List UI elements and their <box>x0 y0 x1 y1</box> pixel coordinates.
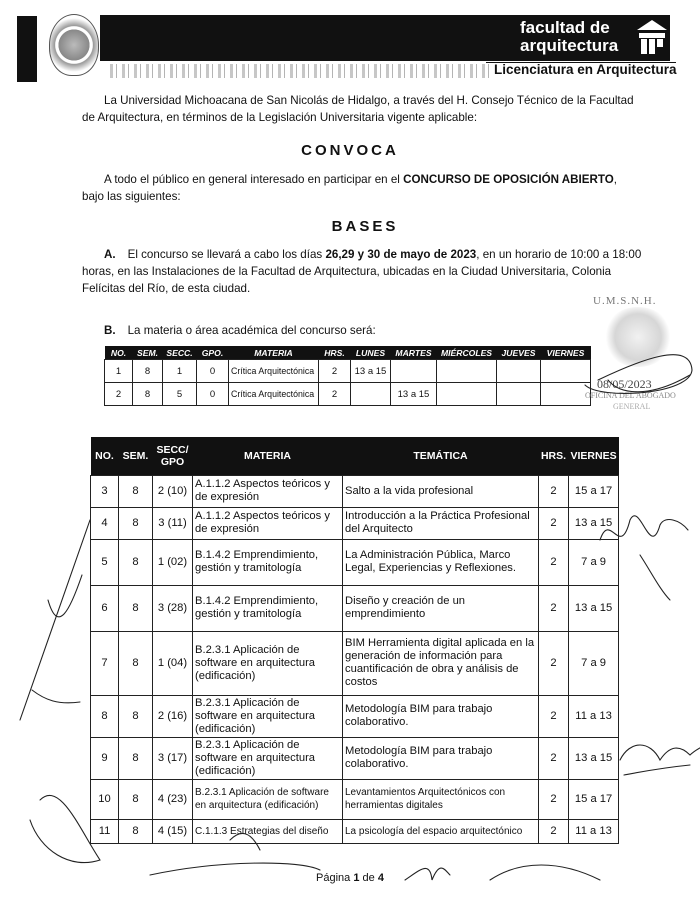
t2-header-hrs: HRS. <box>539 437 569 475</box>
table1-header-row <box>105 346 591 360</box>
t2-cell: 4 (23) <box>153 779 193 819</box>
item-a-letter: A. <box>104 248 116 261</box>
stamp-title: U.M.S.N.H. <box>593 295 657 307</box>
item-a-pre: El concurso se llevará a cabo los días <box>127 248 326 261</box>
table-row <box>91 507 619 539</box>
signature-mark <box>20 520 90 720</box>
stamp-office2: GENERAL <box>613 402 651 411</box>
faculty-name-line2: arquitectura <box>520 36 619 55</box>
t2-cell: B.2.3.1 Aplicación de software en arquitectura (edificación) <box>193 631 343 695</box>
t1-cell: 1 <box>163 360 197 383</box>
t2-cell: 2 <box>539 631 569 695</box>
t1-header-sem: SEM. <box>133 346 163 360</box>
t2-cell: B.2.3.1 Aplicación de software en arquitectura (edificación) <box>193 695 343 737</box>
t1-header-no: NO. <box>105 346 133 360</box>
t1-cell: 8 <box>133 360 163 383</box>
item-b-letter: B. <box>104 324 116 337</box>
table-row <box>91 779 619 819</box>
t2-cell: 2 (10) <box>153 475 193 507</box>
program-name: Licenciatura en Arquitectura <box>494 62 677 77</box>
item-a-post: , en un horario de 10:00 a 18:00 horas, en las Instalaciones de la Facultad de Arquitectura, ubicadas en la Ciudad Universitaria, Colonia Felícitas del Río, de esta ciudad. <box>82 248 642 295</box>
t1-cell: 13 a 15 <box>391 383 437 406</box>
signature-mark <box>620 745 700 760</box>
footer-de: de <box>362 872 375 884</box>
public-pre: A todo el público en general interesado en participar en el <box>104 173 404 186</box>
t1-cell: Crítica Arquitectónica <box>229 383 319 406</box>
header-left-bar <box>17 16 37 82</box>
university-seal-icon <box>49 14 99 76</box>
public-bold: CONCURSO DE OPOSICIÓN ABIERTO <box>403 173 614 186</box>
t2-cell: B.2.3.1 Aplicación de software en arquitectura (edificación) <box>193 737 343 779</box>
t2-cell: 8 <box>119 819 153 843</box>
table-row <box>105 360 591 383</box>
t2-cell: A.1.1.2 Aspectos teóricos y de expresión <box>193 475 343 507</box>
t1-header-hrs: HRS. <box>319 346 351 360</box>
t1-cell <box>541 360 591 383</box>
t2-cell: 3 <box>91 475 119 507</box>
t2-cell: 3 (17) <box>153 737 193 779</box>
t2-cell: 2 <box>539 475 569 507</box>
faculty-name <box>520 19 630 55</box>
t1-cell: 5 <box>163 383 197 406</box>
t2-header-sem: SEM. <box>119 437 153 475</box>
convoca-heading: CONVOCA <box>301 142 399 159</box>
t2-cell: B.1.4.2 Emprendimiento, gestión y tramitología <box>193 539 343 585</box>
table-row <box>91 819 619 843</box>
t1-cell <box>351 383 391 406</box>
table-row <box>91 695 619 737</box>
t2-cell: 4 (15) <box>153 819 193 843</box>
t1-header-viernes: VIERNES <box>541 346 591 360</box>
t2-cell: Introducción a la Práctica Profesional del Arquitecto <box>343 507 539 539</box>
t2-cell: 6 <box>91 585 119 631</box>
t2-cell: 8 <box>119 779 153 819</box>
t2-cell: Metodología BIM para trabajo colaborativo. <box>343 737 539 779</box>
t1-cell: 2 <box>319 383 351 406</box>
t2-cell: 8 <box>119 507 153 539</box>
stamp-office: OFICINA DEL ABOGADO <box>585 391 676 400</box>
t2-cell: BIM Herramienta digital aplicada en la generación de información para cuantificación de obra y análisis de costos <box>343 631 539 695</box>
t2-cell: 5 <box>91 539 119 585</box>
signature-mark <box>48 575 82 617</box>
t1-header-martes: MARTES <box>391 346 437 360</box>
table-row <box>91 631 619 695</box>
t2-cell: 8 <box>119 475 153 507</box>
t2-cell: 3 (28) <box>153 585 193 631</box>
t2-cell: 7 a 9 <box>569 631 619 695</box>
table-row <box>91 475 619 507</box>
footer-pagina: Página <box>316 872 351 884</box>
t2-cell: 2 <box>539 507 569 539</box>
t2-cell: 2 <box>539 737 569 779</box>
t2-cell: 2 <box>539 819 569 843</box>
footer-page: 1 <box>353 872 360 884</box>
t2-cell: 8 <box>119 585 153 631</box>
t2-cell: 2 <box>539 585 569 631</box>
t1-cell: 0 <box>197 360 229 383</box>
schedule-table-1 <box>104 346 591 406</box>
item-b-text: La materia o área académica del concurso será: <box>127 324 376 337</box>
t1-cell <box>391 360 437 383</box>
stamp-seal-icon <box>603 307 673 367</box>
t2-cell: 8 <box>91 695 119 737</box>
t2-cell: 8 <box>119 737 153 779</box>
t1-header-jueves: JUEVES <box>497 346 541 360</box>
t2-cell: 2 (16) <box>153 695 193 737</box>
t2-header-viernes: VIERNES <box>569 437 619 475</box>
t2-header-materia: MATERIA <box>193 437 343 475</box>
t2-cell: Levantamientos Arquitectónicos con herramientas digitales <box>343 779 539 819</box>
t2-cell: 13 a 15 <box>569 737 619 779</box>
t1-header-miercoles: MIÉRCOLES <box>437 346 497 360</box>
t2-cell: 10 <box>91 779 119 819</box>
item-a-bold: 26,29 y 30 de mayo de 2023 <box>325 248 477 261</box>
t2-cell: 8 <box>119 539 153 585</box>
t2-cell: 8 <box>119 631 153 695</box>
t2-cell: 2 <box>539 539 569 585</box>
t1-cell <box>497 383 541 406</box>
t2-cell: 13 a 15 <box>569 507 619 539</box>
public-post: , bajo las siguientes: <box>82 173 617 203</box>
t2-cell: C.1.1.3 Estrategias del diseño <box>193 819 343 843</box>
t2-cell: 2 <box>539 695 569 737</box>
t1-cell: 0 <box>197 383 229 406</box>
footer-total: 4 <box>377 872 384 884</box>
t1-cell <box>497 360 541 383</box>
t1-cell: Crítica Arquitectónica <box>229 360 319 383</box>
t2-cell: 8 <box>119 695 153 737</box>
intro-paragraph: La Universidad Michoacana de San Nicolás de Hidalgo, a través del H. Consejo Técnico de la Facultad de Arquitectura, en términos de la Legislación Universitaria vigente aplicable: <box>82 94 634 124</box>
signature-mark <box>640 555 670 600</box>
t2-cell: 7 <box>91 631 119 695</box>
t2-cell: Metodología BIM para trabajo colaborativo. <box>343 695 539 737</box>
t2-cell: 1 (04) <box>153 631 193 695</box>
signature-mark <box>624 765 690 775</box>
schedule-table-2 <box>90 437 619 844</box>
table-row <box>91 737 619 779</box>
t2-header-tematica: TEMÁTICA <box>343 437 539 475</box>
t2-cell: 4 <box>91 507 119 539</box>
t1-cell: 2 <box>105 383 133 406</box>
t1-cell: 2 <box>319 360 351 383</box>
table-row <box>91 585 619 631</box>
t1-cell: 8 <box>133 383 163 406</box>
t1-cell: 13 a 15 <box>351 360 391 383</box>
t2-cell: 15 a 17 <box>569 779 619 819</box>
item-b-paragraph <box>104 322 504 339</box>
signature-mark <box>32 690 80 703</box>
t2-cell: La Administración Pública, Marco Legal, Experiencias y Reflexiones. <box>343 539 539 585</box>
t2-cell: B.1.4.2 Emprendimiento, gestión y tramitología <box>193 585 343 631</box>
t1-header-materia: MATERIA <box>229 346 319 360</box>
t2-cell: 13 a 15 <box>569 585 619 631</box>
bases-heading: BASES <box>331 218 399 235</box>
table-row <box>91 539 619 585</box>
t2-cell: 1 (02) <box>153 539 193 585</box>
t1-header-gpo: GPO. <box>197 346 229 360</box>
t1-cell <box>541 383 591 406</box>
t2-cell: 11 <box>91 819 119 843</box>
table2-header-row <box>91 437 619 475</box>
t1-header-secc: SECC. <box>163 346 197 360</box>
t1-cell <box>437 360 497 383</box>
t2-cell: 11 a 13 <box>569 695 619 737</box>
t2-header-no: NO. <box>91 437 119 475</box>
t1-cell <box>437 383 497 406</box>
t2-cell: 7 a 9 <box>569 539 619 585</box>
t2-header-secc: SECC/ GPO <box>153 437 193 475</box>
t2-cell: La psicología del espacio arquitectónico <box>343 819 539 843</box>
public-paragraph <box>82 171 642 205</box>
t2-cell: Diseño y creación de un emprendimiento <box>343 585 539 631</box>
t2-cell: 2 <box>539 779 569 819</box>
t2-cell: Salto a la vida profesional <box>343 475 539 507</box>
table-row <box>105 383 591 406</box>
item-a-paragraph <box>82 246 642 297</box>
official-stamp <box>585 295 695 415</box>
t2-cell: 15 a 17 <box>569 475 619 507</box>
t2-cell: 11 a 13 <box>569 819 619 843</box>
t2-cell: 3 (11) <box>153 507 193 539</box>
t2-cell: B.2.3.1 Aplicación de software en arquitectura (edificación) <box>193 779 343 819</box>
t1-header-lunes: LUNES <box>351 346 391 360</box>
t1-cell: 1 <box>105 360 133 383</box>
stamp-date: 08/05/2023 <box>597 377 652 391</box>
faculty-logo-icon <box>635 18 669 56</box>
page-footer <box>0 872 700 884</box>
t2-cell: 9 <box>91 737 119 779</box>
faculty-name-line1: facultad de <box>520 18 610 37</box>
t2-cell: A.1.1.2 Aspectos teóricos y de expresión <box>193 507 343 539</box>
header-noise-strip <box>110 64 490 78</box>
